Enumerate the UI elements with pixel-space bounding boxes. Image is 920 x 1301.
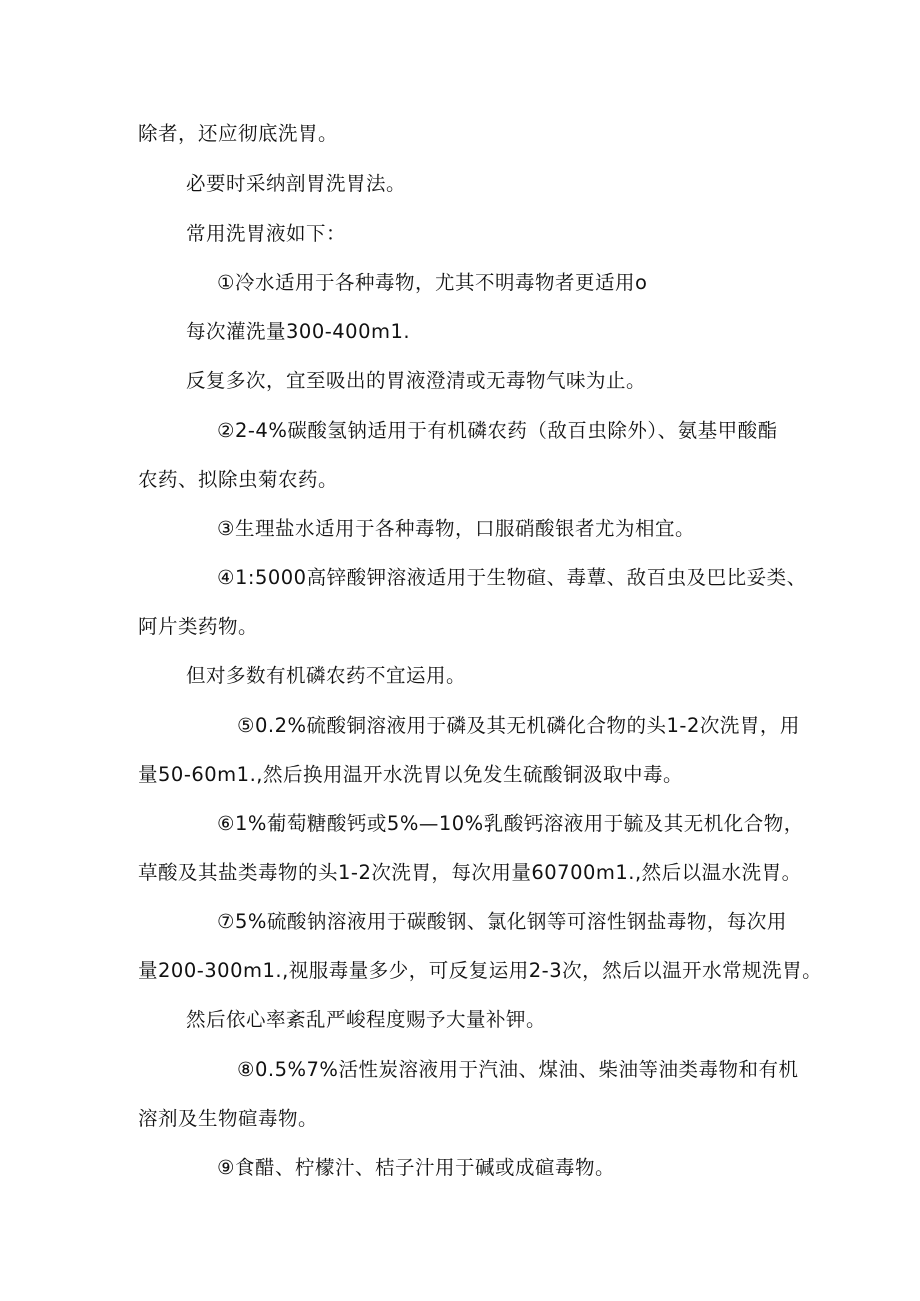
text-line: ⑦5%硫酸钠溶液用于碳酸钢、氯化钢等可溶性钢盐毒物，每次用 <box>217 910 787 933</box>
text-line: 然后依心率紊乱严峻程度赐予大量补钾。 <box>186 1008 547 1031</box>
text-line: 除者，还应彻底洗胃。 <box>138 122 339 145</box>
text-line: ①冷水适用于各种毒物，尤其不明毒物者更适用o <box>217 271 648 294</box>
text-line: 反复多次，宜至吸出的胃液澄清或无毒物气味为止。 <box>186 369 647 392</box>
text-line: 量200-300m1.,视服毒量多少，可反复运用2-3次，然后以温开水常规洗胃。 <box>138 959 823 982</box>
text-line: 每次灌洗量300-400m1. <box>186 320 411 343</box>
text-line: ③生理盐水适用于各种毒物，口服硝酸银者尤为相宜。 <box>217 517 695 540</box>
text-line: ④1:5000高锌酸钾溶液适用于生物碹、毒蕈、敌百虫及巴比妥类、 <box>217 566 807 589</box>
text-line: ⑨食醋、柠檬汁、桔子汁用于碱或成碹毒物。 <box>217 1156 615 1179</box>
text-line: ⑤0.2%硫酸铜溶液用于磷及其无机磷化合物的头1-2次洗胃，用 <box>237 714 800 737</box>
text-line: 但对多数有机磷农药不宜运用。 <box>186 664 467 687</box>
text-line: 溶剂及生物碹毒物。 <box>138 1107 319 1130</box>
text-line: 阿片类药物。 <box>138 615 259 638</box>
text-line: ⑧0.5%7%活性炭溶液用于汽油、煤油、柴油等油类毒物和有机 <box>237 1058 799 1081</box>
text-line: ②2-4%碳酸氢钠适用于有机磷农药（敌百虫除外）、氨基甲酸酯 <box>217 419 778 442</box>
text-line: 草酸及其盐类毒物的头1-2次洗胃，每次用量60700m1.,然后以温水洗胃。 <box>138 861 802 884</box>
text-line: ⑥1%葡萄糖酸钙或5%—10%乳酸钙溶液用于毓及其无机化合物， <box>217 812 804 835</box>
text-line: 必要时采纳剖胃洗胃法。 <box>186 172 407 195</box>
text-line: 农药、拟除虫菊农药。 <box>138 468 339 491</box>
text-line: 常用洗胃液如下： <box>186 222 347 245</box>
text-line: 量50-60m1.,然后换用温开水洗胃以免发生硫酸铜汲取中毒。 <box>138 763 683 786</box>
